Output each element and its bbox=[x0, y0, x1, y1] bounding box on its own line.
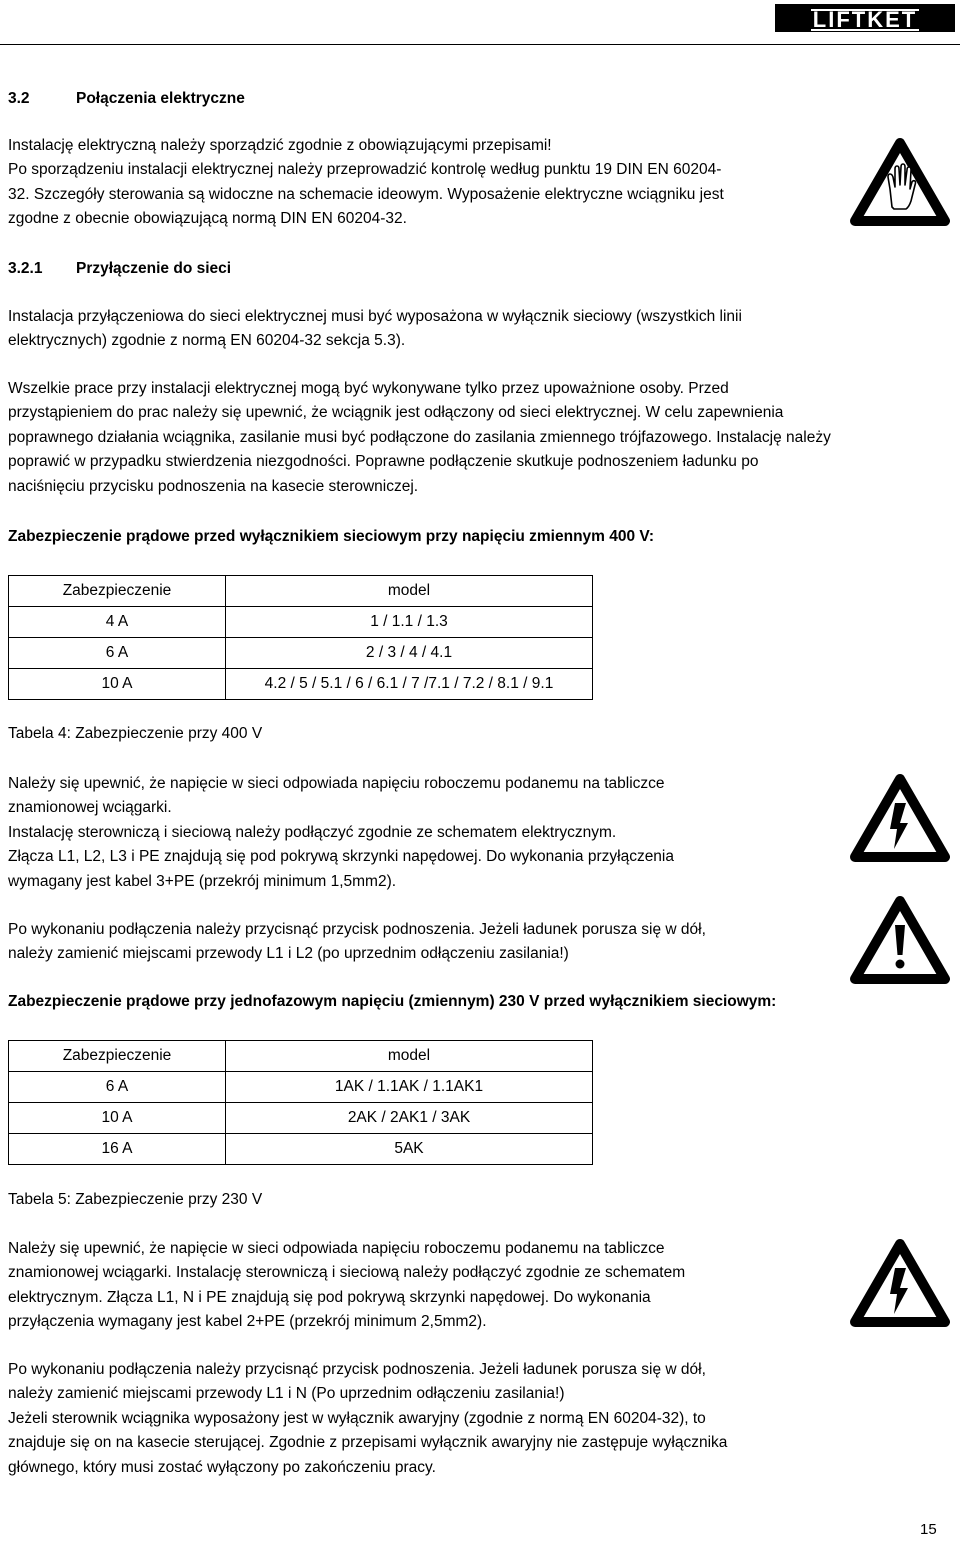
table-header-cell: model bbox=[226, 576, 593, 607]
para-line: Należy się upewnić, że napięcie w sieci odpowiada napięciu roboczemu podanemu na tabliczce bbox=[8, 775, 665, 792]
table-header-cell: Zabezpieczenie bbox=[9, 1041, 226, 1072]
table-row bbox=[9, 607, 593, 638]
logo-text: LIFTKET bbox=[812, 7, 918, 32]
para-line: głównego, który musi zostać wyłączony po zakończeniu pracy. bbox=[8, 1458, 436, 1476]
header-divider bbox=[0, 44, 960, 45]
electric-hazard-icon bbox=[850, 1238, 950, 1328]
table-cell: 4 A bbox=[9, 607, 226, 638]
table-cell: 1 / 1.1 / 1.3 bbox=[226, 607, 593, 638]
para-line: Jeżeli sterownik wciągnika wyposażony jest w wyłącznik awaryjny (zgodnie z normą EN 60204-32), to bbox=[8, 1409, 706, 1427]
table400-heading: Zabezpieczenie prądowe przed wyłącznikiem sieciowym przy napięciu zmiennym 400 V: bbox=[8, 528, 655, 545]
electric-hazard-icon bbox=[850, 773, 950, 863]
subsection-title: Przyłączenie do sieci bbox=[76, 260, 232, 277]
table230-heading: Zabezpieczenie prądowe przy jednofazowym napięciu (zmiennym) 230 V przed wyłącznikiem sieciowym: bbox=[8, 993, 777, 1010]
section-title: Połączenia elektryczne bbox=[76, 90, 245, 107]
table-row bbox=[9, 669, 593, 700]
para-line: Po wykonaniu podłączenia należy przycisnąć przycisk podnoszenia. Jeżeli ładunek porusza się w dół, bbox=[8, 921, 706, 938]
table-header-row bbox=[9, 576, 593, 607]
table-cell: 5AK bbox=[226, 1134, 593, 1165]
warning-exclamation-icon bbox=[850, 895, 950, 985]
para-line: Instalację sterowniczą i sieciową należy podłączyć zgodnie ze schematem elektrycznym. bbox=[8, 823, 617, 841]
block400-warning bbox=[8, 918, 838, 967]
para-line: Należy się upewnić, że napięcie w sieci odpowiada napięciu roboczemu podanemu na tabliczce bbox=[8, 1240, 665, 1257]
para-line: znamionowej wciągarki. bbox=[8, 799, 172, 817]
table230 bbox=[8, 1040, 593, 1165]
table-header-row bbox=[9, 1041, 593, 1072]
subsection-heading bbox=[8, 257, 231, 281]
table-cell: 2 / 3 / 4 / 4.1 bbox=[226, 638, 593, 669]
subsection-para-1 bbox=[8, 305, 908, 354]
section-intro bbox=[8, 134, 808, 232]
table-cell: 1AK / 1.1AK / 1.1AK1 bbox=[226, 1072, 593, 1103]
para-line: naciśnięciu przycisku podnoszenia na kasecie sterowniczej. bbox=[8, 477, 419, 495]
section-heading bbox=[8, 87, 245, 111]
liftket-logo bbox=[775, 4, 955, 32]
table230-caption: Tabela 5: Zabezpieczenie przy 230 V bbox=[8, 1191, 263, 1208]
para-line: przystąpieniem do prac należy się upewnić, że wciągnik jest odłączony od sieci elektrycznej. W celu zapewnienia bbox=[8, 404, 784, 422]
block230-final bbox=[8, 1358, 838, 1480]
intro-line: 32. Szczegóły sterowania są widoczne na schemacie ideowym. Wyposażenie elektryczne wciągniku jest bbox=[8, 185, 724, 203]
page-number: 15 bbox=[920, 1521, 937, 1538]
para-line: elektrycznym. Złącza L1, N i PE znajdują się pod pokrywą skrzynki napędowej. Do wykonania bbox=[8, 1288, 651, 1306]
hand-warning-icon bbox=[850, 137, 950, 227]
para-line: Instalacja przyłączeniowa do sieci elektrycznej musi być wyposażona w wyłącznik sieciowy (wszystkich linii bbox=[8, 308, 742, 325]
para-line: znajduje się on na kasecie sterującej. Zgodnie z przepisami wyłącznik awaryjny nie zastępuje wyłącznika bbox=[8, 1434, 728, 1452]
table-cell: 16 A bbox=[9, 1134, 226, 1165]
para-line: elektrycznych) zgodnie z normą EN 60204-32 sekcja 5.3). bbox=[8, 332, 406, 350]
table-row bbox=[9, 1103, 593, 1134]
table-cell: 10 A bbox=[9, 1103, 226, 1134]
table-header-cell: Zabezpieczenie bbox=[9, 576, 226, 607]
table-cell: 6 A bbox=[9, 1072, 226, 1103]
para-line: poprawnego działania wciągnika, zasilanie musi być podłączone do zasilania zmiennego trójfazowego. Instalację należy bbox=[8, 428, 831, 446]
table-cell: 4.2 / 5 / 5.1 / 6 / 6.1 / 7 /7.1 / 7.2 / 8.1 / 9.1 bbox=[226, 669, 593, 700]
para-line: Po wykonaniu podłączenia należy przycisnąć przycisk podnoszenia. Jeżeli ładunek porusza się w dół, bbox=[8, 1361, 706, 1378]
table-row bbox=[9, 1134, 593, 1165]
table-cell: 10 A bbox=[9, 669, 226, 700]
table400-caption: Tabela 4: Zabezpieczenie przy 400 V bbox=[8, 725, 263, 742]
para-line: poprawić w przypadku stwierdzenia niezgodności. Poprawne podłączenie skutkuje podnoszeniem ładunku po bbox=[8, 453, 759, 471]
table-row bbox=[9, 1072, 593, 1103]
table-cell: 2AK / 2AK1 / 3AK bbox=[226, 1103, 593, 1134]
intro-line: zgodne z obecnie obowiązującą normą DIN EN 60204-32. bbox=[8, 210, 407, 228]
para-line: znamionowej wciągarki. Instalację sterowniczą i sieciową należy podłączyć zgodnie ze schematem bbox=[8, 1264, 686, 1282]
table400 bbox=[8, 575, 593, 700]
subsection-number: 3.2.1 bbox=[8, 260, 43, 277]
para-line: należy zamienić miejscami przewody L1 i L2 (po uprzednim odłączeniu zasilania!) bbox=[8, 945, 569, 963]
para-line: Wszelkie prace przy instalacji elektrycznej mogą być wykonywane tylko przez upoważnione osoby. Przed bbox=[8, 380, 729, 397]
intro-line: Instalację elektryczną należy sporządzić zgodnie z obowiązującymi przepisami! bbox=[8, 137, 552, 154]
table-row bbox=[9, 638, 593, 669]
subsection-para-2 bbox=[8, 377, 928, 499]
table-cell: 6 A bbox=[9, 638, 226, 669]
table-header-cell: model bbox=[226, 1041, 593, 1072]
block400-text bbox=[8, 772, 838, 894]
intro-line: Po sporządzeniu instalacji elektrycznej należy przeprowadzić kontrolę według punktu 19 DIN EN 60204- bbox=[8, 161, 722, 179]
para-line: Złącza L1, L2, L3 i PE znajdują się pod pokrywą skrzynki napędowej. Do wykonania przyłączenia bbox=[8, 848, 674, 866]
para-line: wymagany jest kabel 3+PE (przekrój minimum 1,5mm2). bbox=[8, 872, 397, 890]
section-number: 3.2 bbox=[8, 90, 30, 107]
block230-text bbox=[8, 1237, 838, 1335]
para-line: należy zamienić miejscami przewody L1 i N (Po uprzednim odłączeniu zasilania!) bbox=[8, 1385, 565, 1403]
para-line: przyłączenia wymagany jest kabel 2+PE (przekrój minimum 2,5mm2). bbox=[8, 1313, 487, 1331]
